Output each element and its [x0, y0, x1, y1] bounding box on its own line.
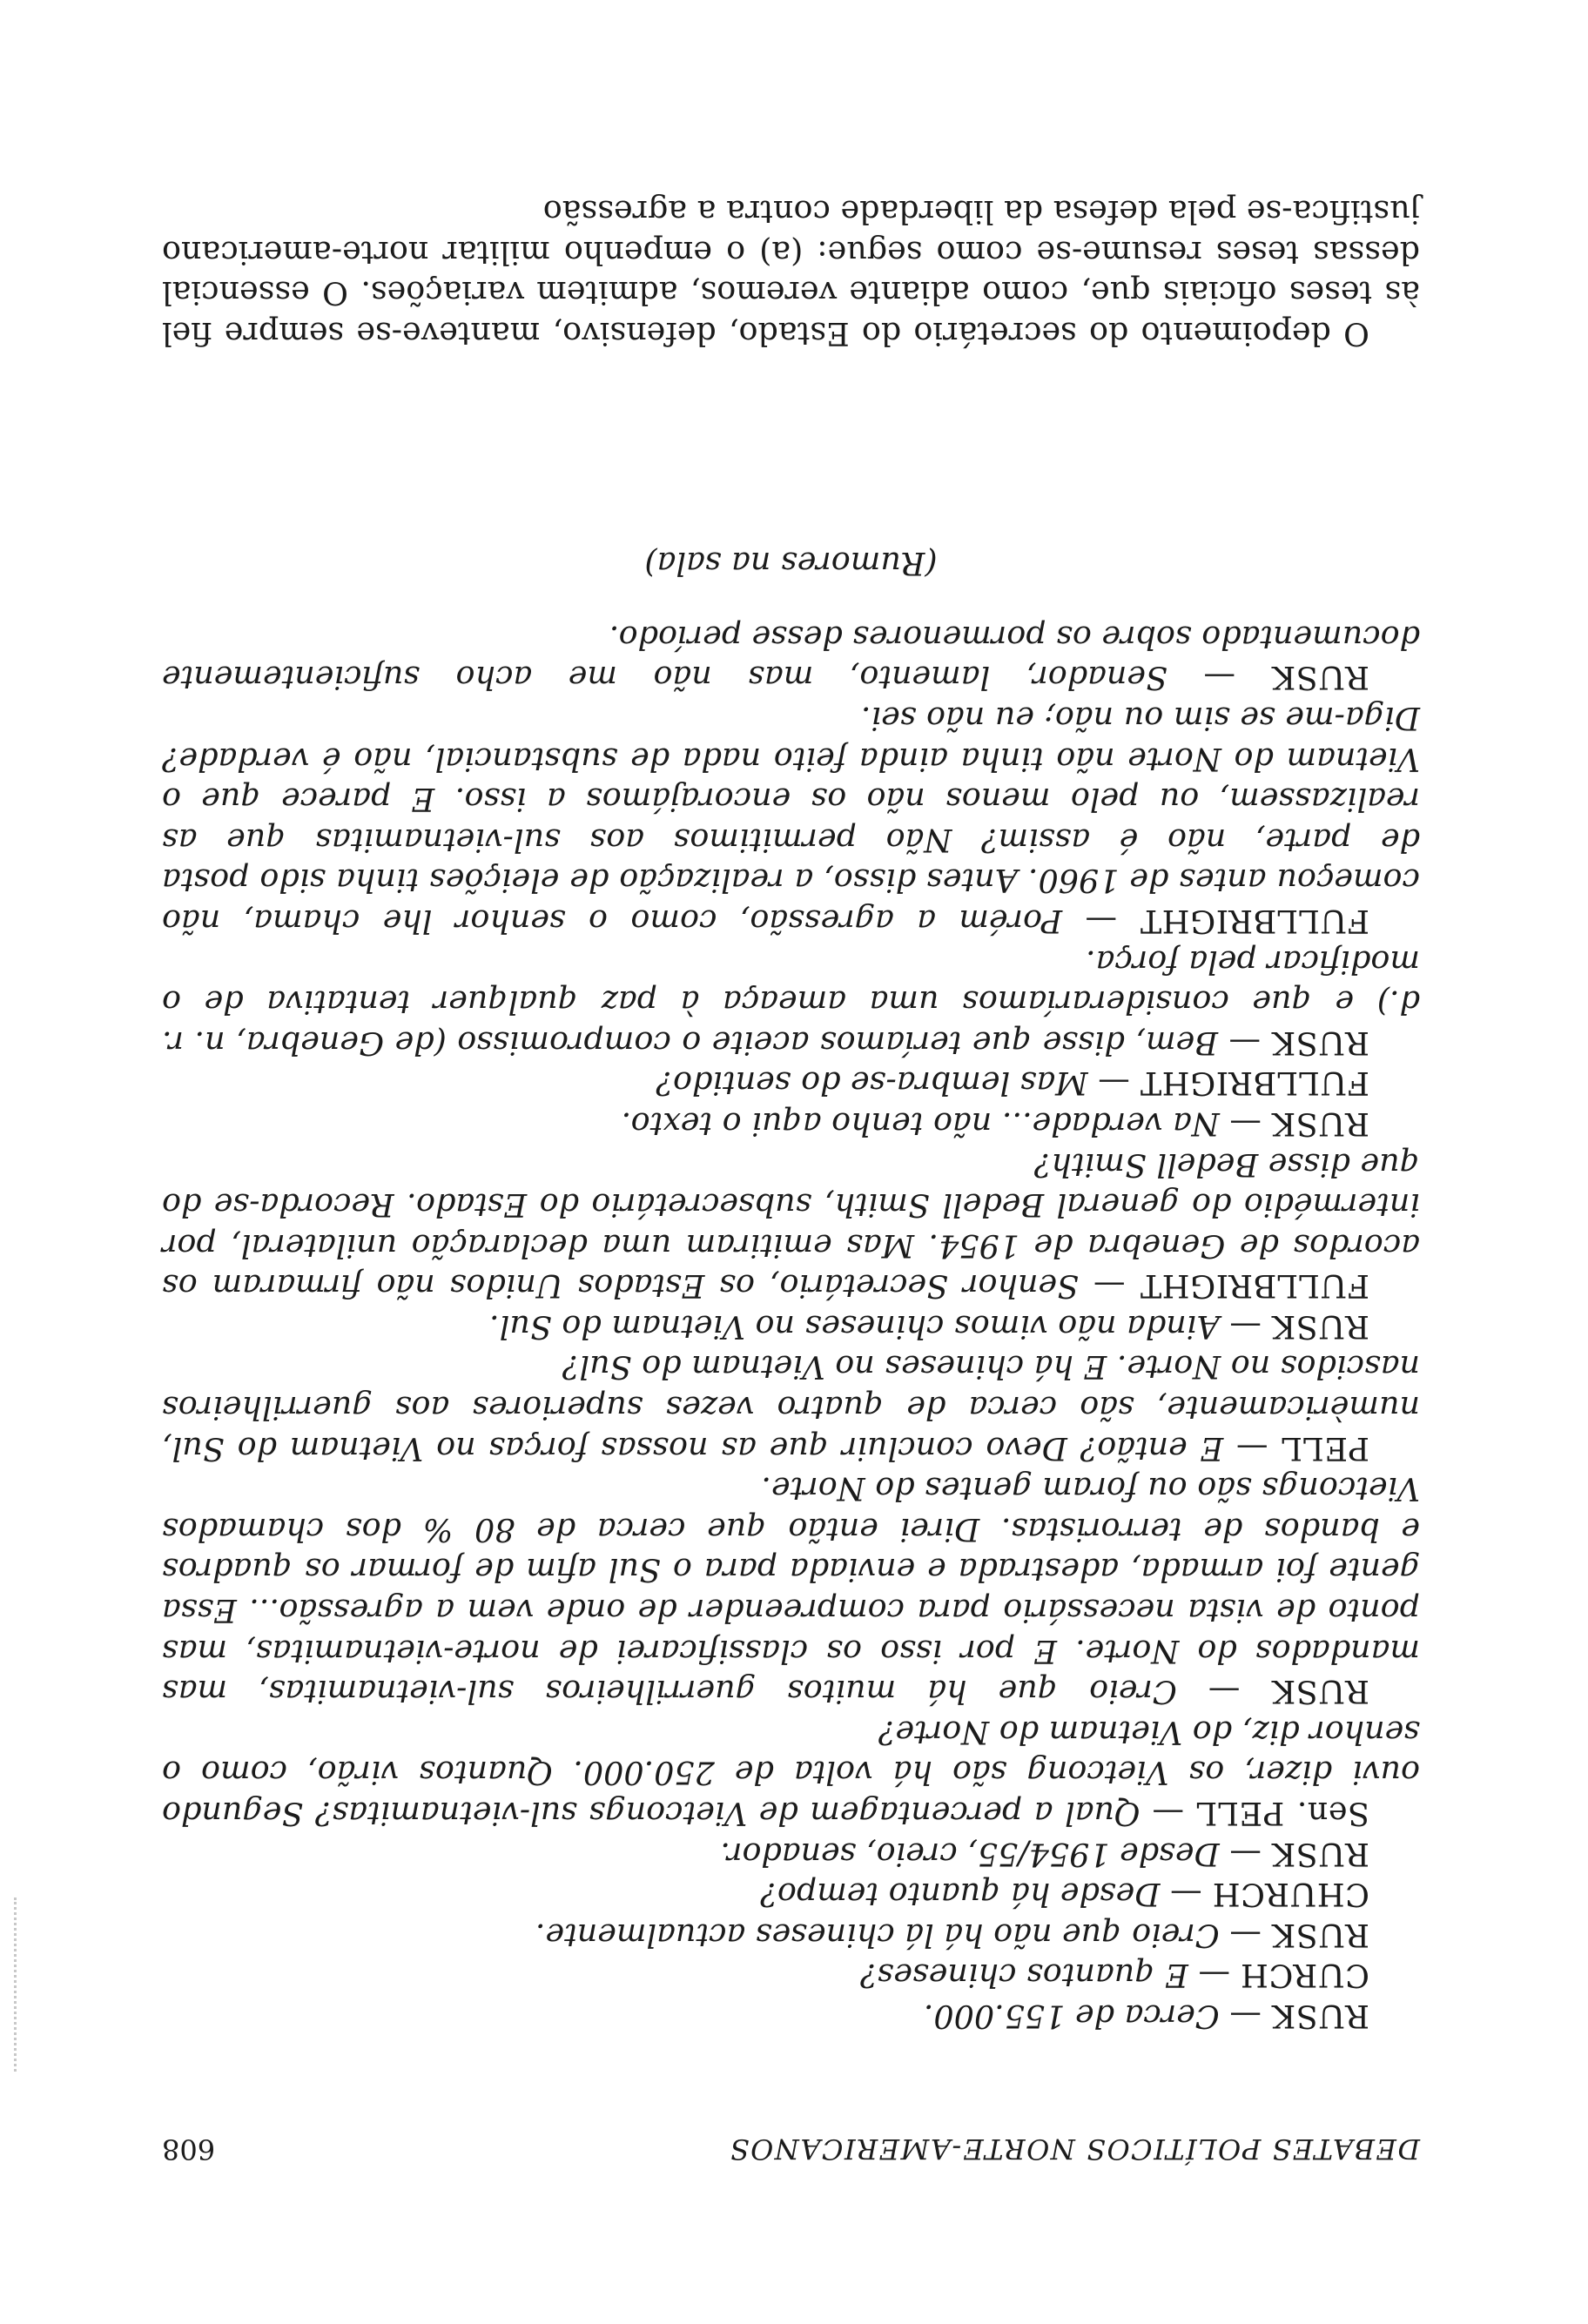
dialogue-line: [162, 1468, 1420, 1712]
speech-text: E então? Devo concluir que as nossas forças no Vietnam do Sul, numèricamente, são cerca de quatro vezes superiores aos guerrilheiros nascidos no Norte. E há chineses no Vietnam do Sul?: [162, 1348, 1420, 1468]
em-dash: —: [1223, 1429, 1282, 1468]
em-dash: —: [1219, 1835, 1272, 1873]
speaker-name: RUSK: [1271, 1673, 1369, 1711]
em-dash: —: [1079, 1267, 1141, 1306]
speaker-name: CURCH: [1240, 1957, 1369, 1995]
speaker-name: FULLBRIGHT: [1140, 902, 1369, 940]
speech-text: Senador, lamento, mas não me acho suficientemente documentado sobre os pormenores desse período.: [162, 618, 1420, 697]
speaker-name: RUSK: [1271, 659, 1369, 697]
dialogue-line: [162, 1711, 1420, 1833]
speaker-name: RUSK: [1271, 1307, 1369, 1346]
speech-text: Qual a percentagem de Vietcongs sul-vietnamitas? Segundo ouvi dizer, os Vietcong são há volta de 250.000. Quantos virão, como o senhor diz, do Vietnam do Norte?: [162, 1713, 1420, 1833]
em-dash: —: [1218, 1024, 1272, 1062]
page-number: 608: [162, 2133, 216, 2166]
dialogue-line: [162, 1144, 1420, 1306]
speech-text: Na verdade... não tenho aqui o texto.: [621, 1105, 1220, 1143]
em-dash: —: [1176, 1673, 1272, 1711]
scan-edge-marks: [14, 1897, 20, 2072]
speech-text: Bem, disse que teríamos aceite o compromisso (de Genebra, n. r. d.) e que consideraríamos uma ameaça à paz qualquer tentativa de o modificar pela força.: [162, 943, 1420, 1062]
speech-text: Cerca de 155.000.: [923, 1998, 1220, 2035]
speaker-name: Sen. PELL: [1195, 1795, 1369, 1833]
speech-text: Ainda não vimos chineses no Vietnam do Sul.: [489, 1307, 1220, 1346]
running-head: [162, 2128, 1420, 2169]
em-dash: —: [1219, 1998, 1272, 2035]
speech-text: E quantos chineses?: [860, 1957, 1188, 1995]
stage-direction: (Rumores na sala): [644, 545, 938, 583]
narrative-paragraph-block: [162, 191, 1420, 353]
em-dash: —: [1087, 1065, 1141, 1103]
dialogue-line: [162, 697, 1420, 941]
speaker-name: RUSK: [1271, 1998, 1369, 2035]
speaker-name: CHURCH: [1212, 1876, 1369, 1914]
speaker-name: RUSK: [1271, 1024, 1369, 1062]
em-dash: —: [1219, 1916, 1272, 1954]
em-dash: —: [1160, 1876, 1213, 1914]
speech-text: Creio que não há lá chineses actualmente.: [535, 1916, 1220, 1954]
running-title: DEBATES POLÍTICOS NORTE-AMERICANOS: [729, 2133, 1420, 2166]
speaker-name: FULLBRIGHT: [1140, 1065, 1369, 1103]
transcript-body: [162, 543, 1420, 2036]
em-dash: —: [1219, 1105, 1272, 1143]
speech-text: Creio que há muitos guerrilheiros sul-vietnamitas, mas mandados do Norte. E por isso os classificarei de norte-vietnamitas, mas ponto de vista necessário para compreender de onde vem a agressão... Essa gente foi armada, adestrada e enviada para o Sul afim de formar os quadros e bandos de terroristas. Direi então que cerca de 80 % dos chamados Vietcongs são ou foram gentes do Norte.: [162, 1470, 1420, 1711]
em-dash: —: [1062, 902, 1141, 940]
speaker-name: PELL: [1281, 1429, 1369, 1468]
speech-text: Porém a agressão, como o senhor lhe chama, não começou antes de 1960. Antes disso, a realização de eleições tinha sido posta de parte, não é assim? Não permitimos aos sul-vietnamitas que as realizassem, ou pelo menos não os encorajámos a isso. E parece que o Vietnam do Norte não tinha ainda feito nada de substancial, não é verdade? Diga-me se sim ou não; eu não sei.: [162, 700, 1420, 940]
speaker-name: RUSK: [1271, 1916, 1369, 1954]
speaker-name: RUSK: [1271, 1105, 1369, 1143]
dialogue-line: [162, 1103, 1420, 1144]
em-dash: —: [1140, 1795, 1196, 1833]
dialogue-line: [162, 616, 1420, 697]
dialogue-line: [162, 1995, 1420, 2036]
dialogue-line: [162, 1063, 1420, 1104]
speech-text: Desde há quanto tempo?: [760, 1876, 1161, 1914]
narrative-paragraph: O depoimento do secretário do Estado, defensivo, manteve-se sempre fiel às teses oficiais que, como adiante veremos, admitem variações. O essencial dessas teses resume-se como segue: (a) o empenho militar norte-americano justifica-se pela defesa da liberdade contra a agressão: [162, 193, 1420, 353]
page-header: [162, 2128, 1420, 2169]
speech-text: Mas lembra-se do sentido?: [656, 1065, 1088, 1103]
speech-text: Senhor Secretário, os Estados Unidos não firmaram os acordos de Genebra de 1954. Mas emitiram uma declaração unilateral, por intermédio do general Bedell Smith, subsecretário do Estado. Recorda-se do que disse Bedell Smith?: [162, 1145, 1420, 1306]
speaker-name: RUSK: [1271, 1835, 1369, 1873]
speech-text: Desde 1954/55, creio, senador.: [720, 1835, 1220, 1873]
em-dash: —: [1188, 1957, 1241, 1995]
dialogue-line: [162, 1874, 1420, 1915]
dialogue-line: [162, 1347, 1420, 1468]
dialogue-line: [162, 1833, 1420, 1874]
em-dash: —: [1219, 1307, 1272, 1346]
em-dash: —: [1167, 659, 1272, 697]
speaker-name: FULLBRIGHT: [1140, 1267, 1369, 1306]
dialogue-line: [162, 1306, 1420, 1347]
dialogue-line: [162, 1914, 1420, 1955]
dialogue-line: [162, 941, 1420, 1063]
dialogue-line: [162, 1955, 1420, 1996]
